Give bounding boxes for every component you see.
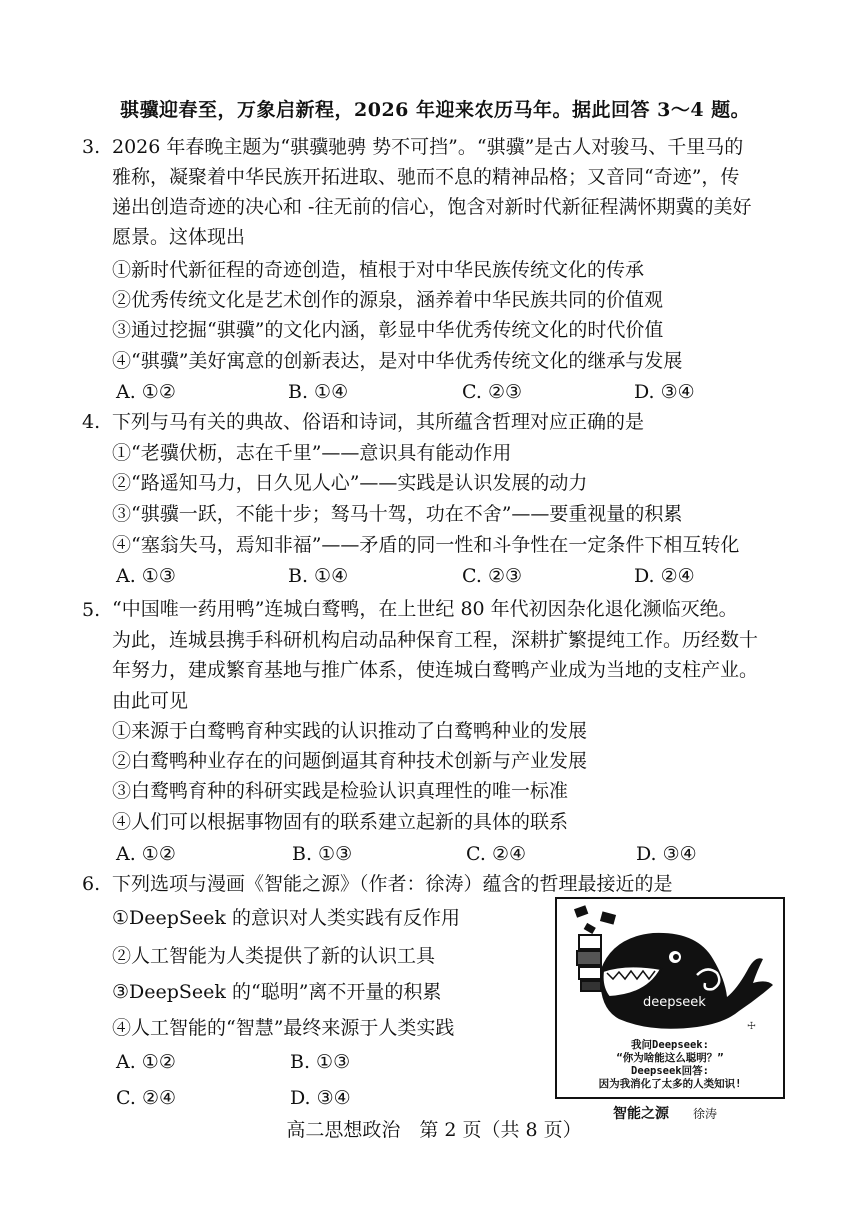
cartoon-author: 徐涛 [693,1107,718,1121]
answer-choice-d[interactable]: D. ③④ [636,843,697,865]
statement-option: ②“路遥知马力，日久见人心”——实践是认识发展的动力 [112,472,588,494]
question-number: 3. [82,136,101,158]
answer-choice-c[interactable]: C. ②④ [116,1087,177,1109]
answer-choice-b[interactable]: B. ①③ [292,843,353,865]
book-icon [579,967,601,979]
artist-mark: ☩ [747,1021,756,1032]
answer-choice-a[interactable]: A. ①② [116,843,176,865]
paper-piece [600,911,616,924]
question-stem: 由此可见 [112,690,189,712]
question-stem: 下列与马有关的典故、俗语和诗词，其所蕴含哲理对应正确的是 [112,411,645,433]
statement-option: ③白鹜鸭育种的科研实践是检验认识真理性的唯一标准 [112,780,569,802]
question-stem: 年努力，建成繁育基地与推广体系，使连城白鹜鸭产业成为当地的支柱产业。 [112,659,759,681]
statement-option: ①“老骥伏枥，志在千里”——意识具有能动作用 [112,442,512,464]
statement-option: ②人工智能为人类提供了新的认识工具 [112,945,436,967]
statement-option: ③通过挖掘“骐骥”的文化内涵，彰显中华优秀传统文化的时代价值 [112,319,664,341]
book-icon [577,951,601,965]
question-stem: 为此，连城县携手科研机构启动品种保育工程，深耕扩繁提纯工作。历经数十 [112,629,759,651]
answer-choice-c[interactable]: C. ②④ [466,843,527,865]
statement-option: ①DeepSeek 的意识对人类实践有反作用 [112,907,460,929]
question-number: 5. [82,599,101,621]
answer-choice-d[interactable]: D. ③④ [634,381,695,403]
statement-option: ④人工智能的“智慧”最终来源于人类实践 [112,1017,455,1039]
book-icon [579,935,601,949]
answer-choice-a[interactable]: A. ①② [116,1051,176,1073]
answer-choice-b[interactable]: B. ①④ [288,565,349,587]
intro-text: 骐骥迎春至，万象启新程，2026 年迎来农历马年。据此回答 3～4 题。 [120,99,751,121]
answer-choice-a[interactable]: A. ①② [116,381,176,403]
statement-option: ①来源于白鹜鸭育种实践的认识推动了白鹜鸭种业的发展 [112,720,588,742]
statement-option: ④人们可以根据事物固有的联系建立起新的具体的联系 [112,811,569,833]
paper-piece [584,923,596,934]
paper-piece [574,905,588,918]
page-footer: 高二思想政治 第 2 页（共 8 页） [286,1119,582,1141]
answer-choice-c[interactable]: C. ②③ [462,381,523,403]
question-stem: 2026 年春晚主题为“骐骥驰骋 势不可挡”。“骐骥”是古人对骏马、千里马的 [112,136,744,158]
bubble-line: 因为我消化了太多的人类知识! [598,1078,742,1090]
question-stem: 雅称，凝聚着中华民族开拓进取、驰而不息的精神品格；又音同“奇迹”，传 [112,166,740,188]
answer-choice-b[interactable]: B. ①④ [288,381,349,403]
question-stem: 愿景。这体现出 [112,226,246,248]
answer-choice-a[interactable]: A. ①③ [116,565,176,587]
book-icon [581,981,601,991]
bubble-line: Deepseek回答: [631,1065,709,1077]
statement-option: ②优秀传统文化是艺术创作的源泉，涵养着中华民族共同的价值观 [112,289,664,311]
answer-choice-d[interactable]: D. ③④ [290,1087,351,1109]
bubble-line: “你为啥能这么聪明？” [616,1052,724,1064]
question-number: 6. [82,873,101,895]
answer-choice-d[interactable]: D. ②④ [634,565,695,587]
question-stem: 递出创造奇迹的决心和 -往无前的信心，饱含对新时代新征程满怀期冀的美好 [112,196,752,218]
statement-option: ②白鹜鸭种业存在的问题倒逼其育种技术创新与产业发展 [112,750,588,772]
bubble-line: 我问Deepseek: [631,1039,709,1051]
question-stem: 下列选项与漫画《智能之源》（作者：徐涛）蕴含的哲理最接近的是 [112,873,673,895]
statement-option: ④“塞翁失马，焉知非福”——矛盾的同一性和斗争性在一定条件下相互转化 [112,534,740,556]
cartoon-image [555,897,785,1099]
cartoon-title: 智能之源 [613,1106,669,1122]
answer-choice-c[interactable]: C. ②③ [462,565,523,587]
statement-option: ③DeepSeek 的“聪明”离不开量的积累 [112,981,442,1003]
question-stem: “中国唯一药用鸭”连城白鹜鸭，在上世纪 80 年代初因杂化退化濒临灭绝。 [112,598,738,620]
whale-label: deepseek [643,995,706,1010]
statement-option: ①新时代新征程的奇迹创造，植根于对中华民族传统文化的传承 [112,259,645,281]
statement-option: ④“骐骥”美好寓意的创新表达，是对中华优秀传统文化的继承与发展 [112,350,683,372]
whale-pupil [673,954,679,960]
answer-choice-b[interactable]: B. ①③ [290,1051,351,1073]
question-number: 4. [82,411,101,433]
statement-option: ③“骐骥一跃，不能十步；驽马十驾，功在不舍”——要重视量的积累 [112,503,683,525]
